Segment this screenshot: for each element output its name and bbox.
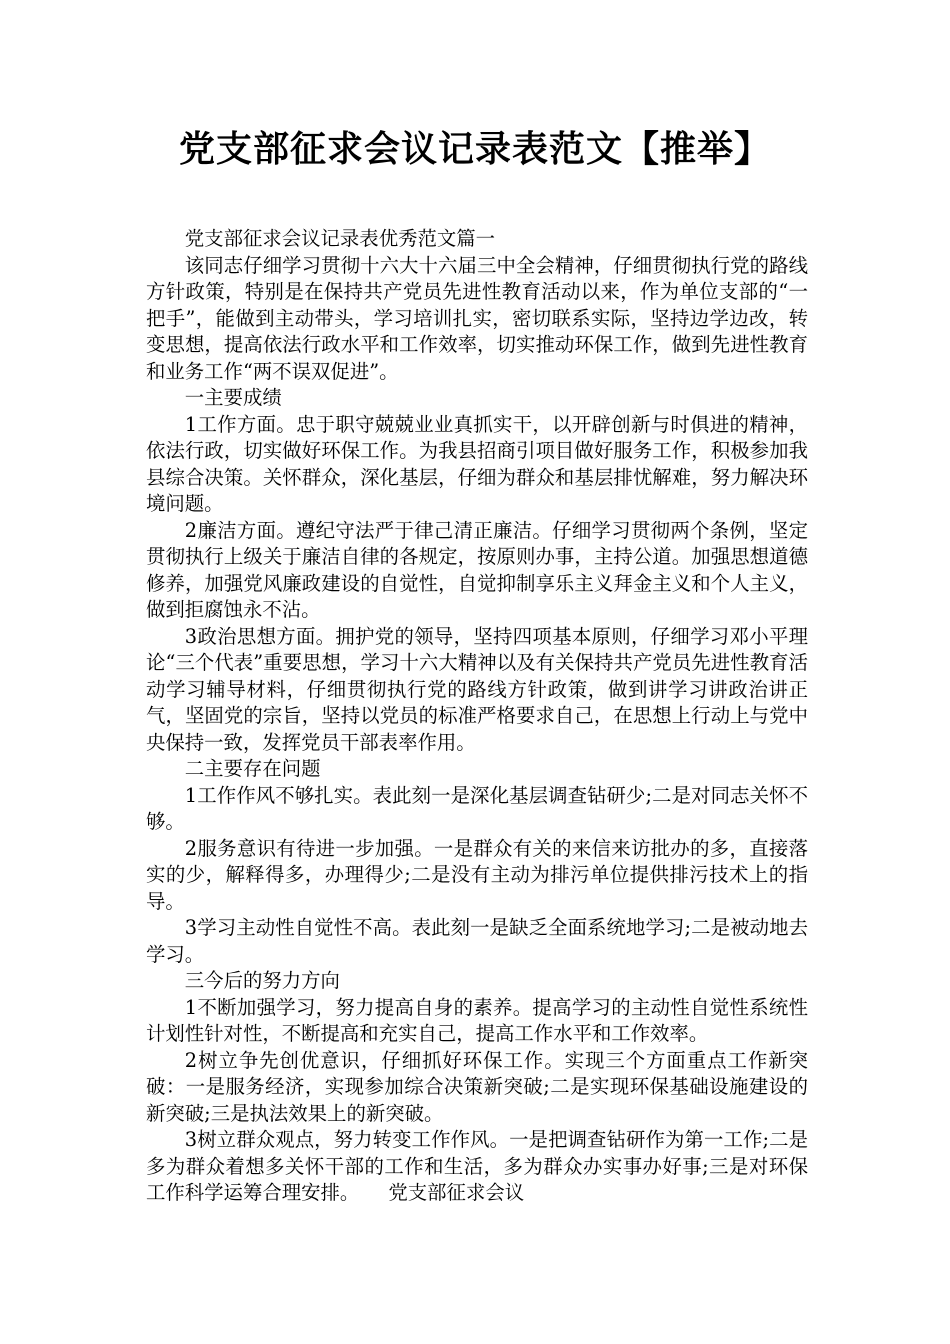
body-paragraph: 1工作方面。忠于职守兢兢业业真抓实干，以开辟创新与时俱进的精神，依法行政，切实做好环保工作。为我县招商引项目做好服务工作，积极参加我县综合决策。关怀群众，深化基层，仔细为群众和基层排忧解难，努力解决环境问题。 (146, 412, 808, 515)
body-paragraph: 3政治思想方面。拥护党的领导，坚持四项基本原则，仔细学习邓小平理论“三个代表”重要思想，学习十六大精神以及有关保持共产党员先进性教育活动学习辅导材料，仔细贯彻执行党的路线方针政策，做到讲学习讲政治讲正气，坚固党的宗旨，坚持以党员的标准严格要求自己，在思想上行动上与党中央保持一致，发挥党员干部表率作用。 (146, 624, 808, 754)
body-paragraph: 2服务意识有待进一步加强。一是群众有关的来信来访批办的多，直接落实的少，解释得多，办理得少;二是没有主动为排污单位提供排污技术上的指导。 (146, 836, 808, 913)
section-heading: 一主要成绩 (184, 386, 282, 409)
body-paragraph: 3学习主动性自觉性不高。表此刻一是缺乏全面系统地学习;二是被动地去学习。 (146, 916, 808, 966)
document-title: 党支部征求会议记录表范文【推举】 (178, 129, 771, 170)
body-paragraph: 1工作作风不够扎实。表此刻一是深化基层调查钻研少;二是对同志关怀不够。 (146, 783, 808, 833)
body-paragraph: 该同志仔细学习贯彻十六大十六届三中全会精神，仔细贯彻执行党的路线方针政策，特别是在保持共产党员先进性教育活动以来，作为单位支部的“一把手”，能做到主动带头，学习培训扎实，密切联系实际，坚持边学边改，转变思想，提高依法行政水平和工作效率，切实推动环保工作，做到先进性教育和业务工作“两不误双促进”。 (146, 253, 808, 383)
body-paragraph: 2廉洁方面。遵纪守法严于律己清正廉洁。仔细学习贯彻两个条例，坚定贯彻执行上级关于廉洁自律的各规定，按原则办事，主持公道。加强思想道德修养，加强党风廉政建设的自觉性，自觉抑制享乐主义拜金主义和个人主义，做到拒腐蚀永不沾。 (146, 518, 808, 621)
section-heading: 二主要存在问题 (184, 757, 321, 780)
body-paragraph: 1不断加强学习，努力提高自身的素养。提高学习的主动性自觉性系统性计划性针对性，不断提高和充实自己，提高工作水平和工作效率。 (146, 995, 808, 1045)
body-paragraph: 3树立群众观点，努力转变工作作风。一是把调查钻研作为第一工作;二是多为群众着想多关怀干部的工作和生活，多为群众办实事办好事;三是对环保工作科学运筹合理安排。 党支部征求会议 (146, 1128, 808, 1204)
section-heading: 党支部征求会议记录表优秀范文篇一 (184, 227, 496, 250)
section-heading: 三今后的努力方向 (184, 969, 340, 992)
document-body (146, 226, 808, 1207)
body-paragraph: 2树立争先创优意识，仔细抓好环保工作。实现三个方面重点工作新突破：一是服务经济，实现参加综合决策新突破;二是实现环保基础设施建设的新突破;三是执法效果上的新突破。 (146, 1048, 808, 1125)
